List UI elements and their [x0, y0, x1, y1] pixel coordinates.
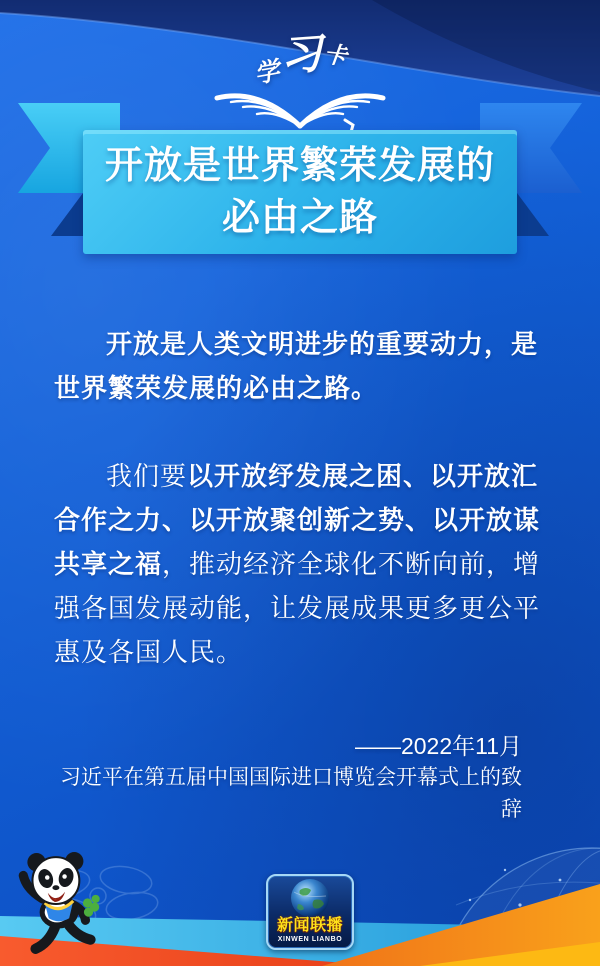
quote-body — [0, 322, 600, 674]
poster-title-line2: 必由之路 — [221, 197, 378, 239]
xuexika-logo-text — [0, 22, 600, 89]
paragraph-2-lead: 我们要 — [106, 461, 188, 491]
logo-char: 学 — [252, 56, 282, 89]
paragraph-2-rest: ，推动经济全球化不断向前，增强各国发展动能，让发展成果更多更公平惠及各国人民。 — [54, 549, 541, 667]
attribution — [0, 730, 600, 826]
logo-char: 习 — [278, 29, 324, 80]
poster-title-line1: 开放是世界繁荣发展的 — [104, 145, 495, 187]
panda-mascot-icon — [10, 850, 112, 958]
paragraph-1: 开放是人类文明进步的重要动力，是世界繁荣发展的必由之路。 — [54, 329, 539, 403]
attribution-date: ——2022年11月 — [354, 733, 522, 759]
paragraph-2-emphasis: 以开放纾发展之困、以开放汇合作之力、以开放聚创新之势、以开放谋共享之福 — [54, 461, 541, 579]
xinwen-lianbo-badge — [266, 874, 354, 950]
badge-title-en: XINWEN LIANBO — [277, 936, 343, 943]
open-book-icon — [0, 76, 600, 137]
badge-title-cn: 新闻联播 — [276, 917, 343, 934]
xuexika-logo — [0, 22, 600, 137]
logo-char: 卡 — [322, 40, 349, 70]
attribution-source: 习近平在第五届中国国际进口博览会开幕式上的致辞 — [60, 766, 522, 821]
title-banner-panel — [83, 130, 517, 254]
paragraph-2 — [54, 454, 546, 674]
